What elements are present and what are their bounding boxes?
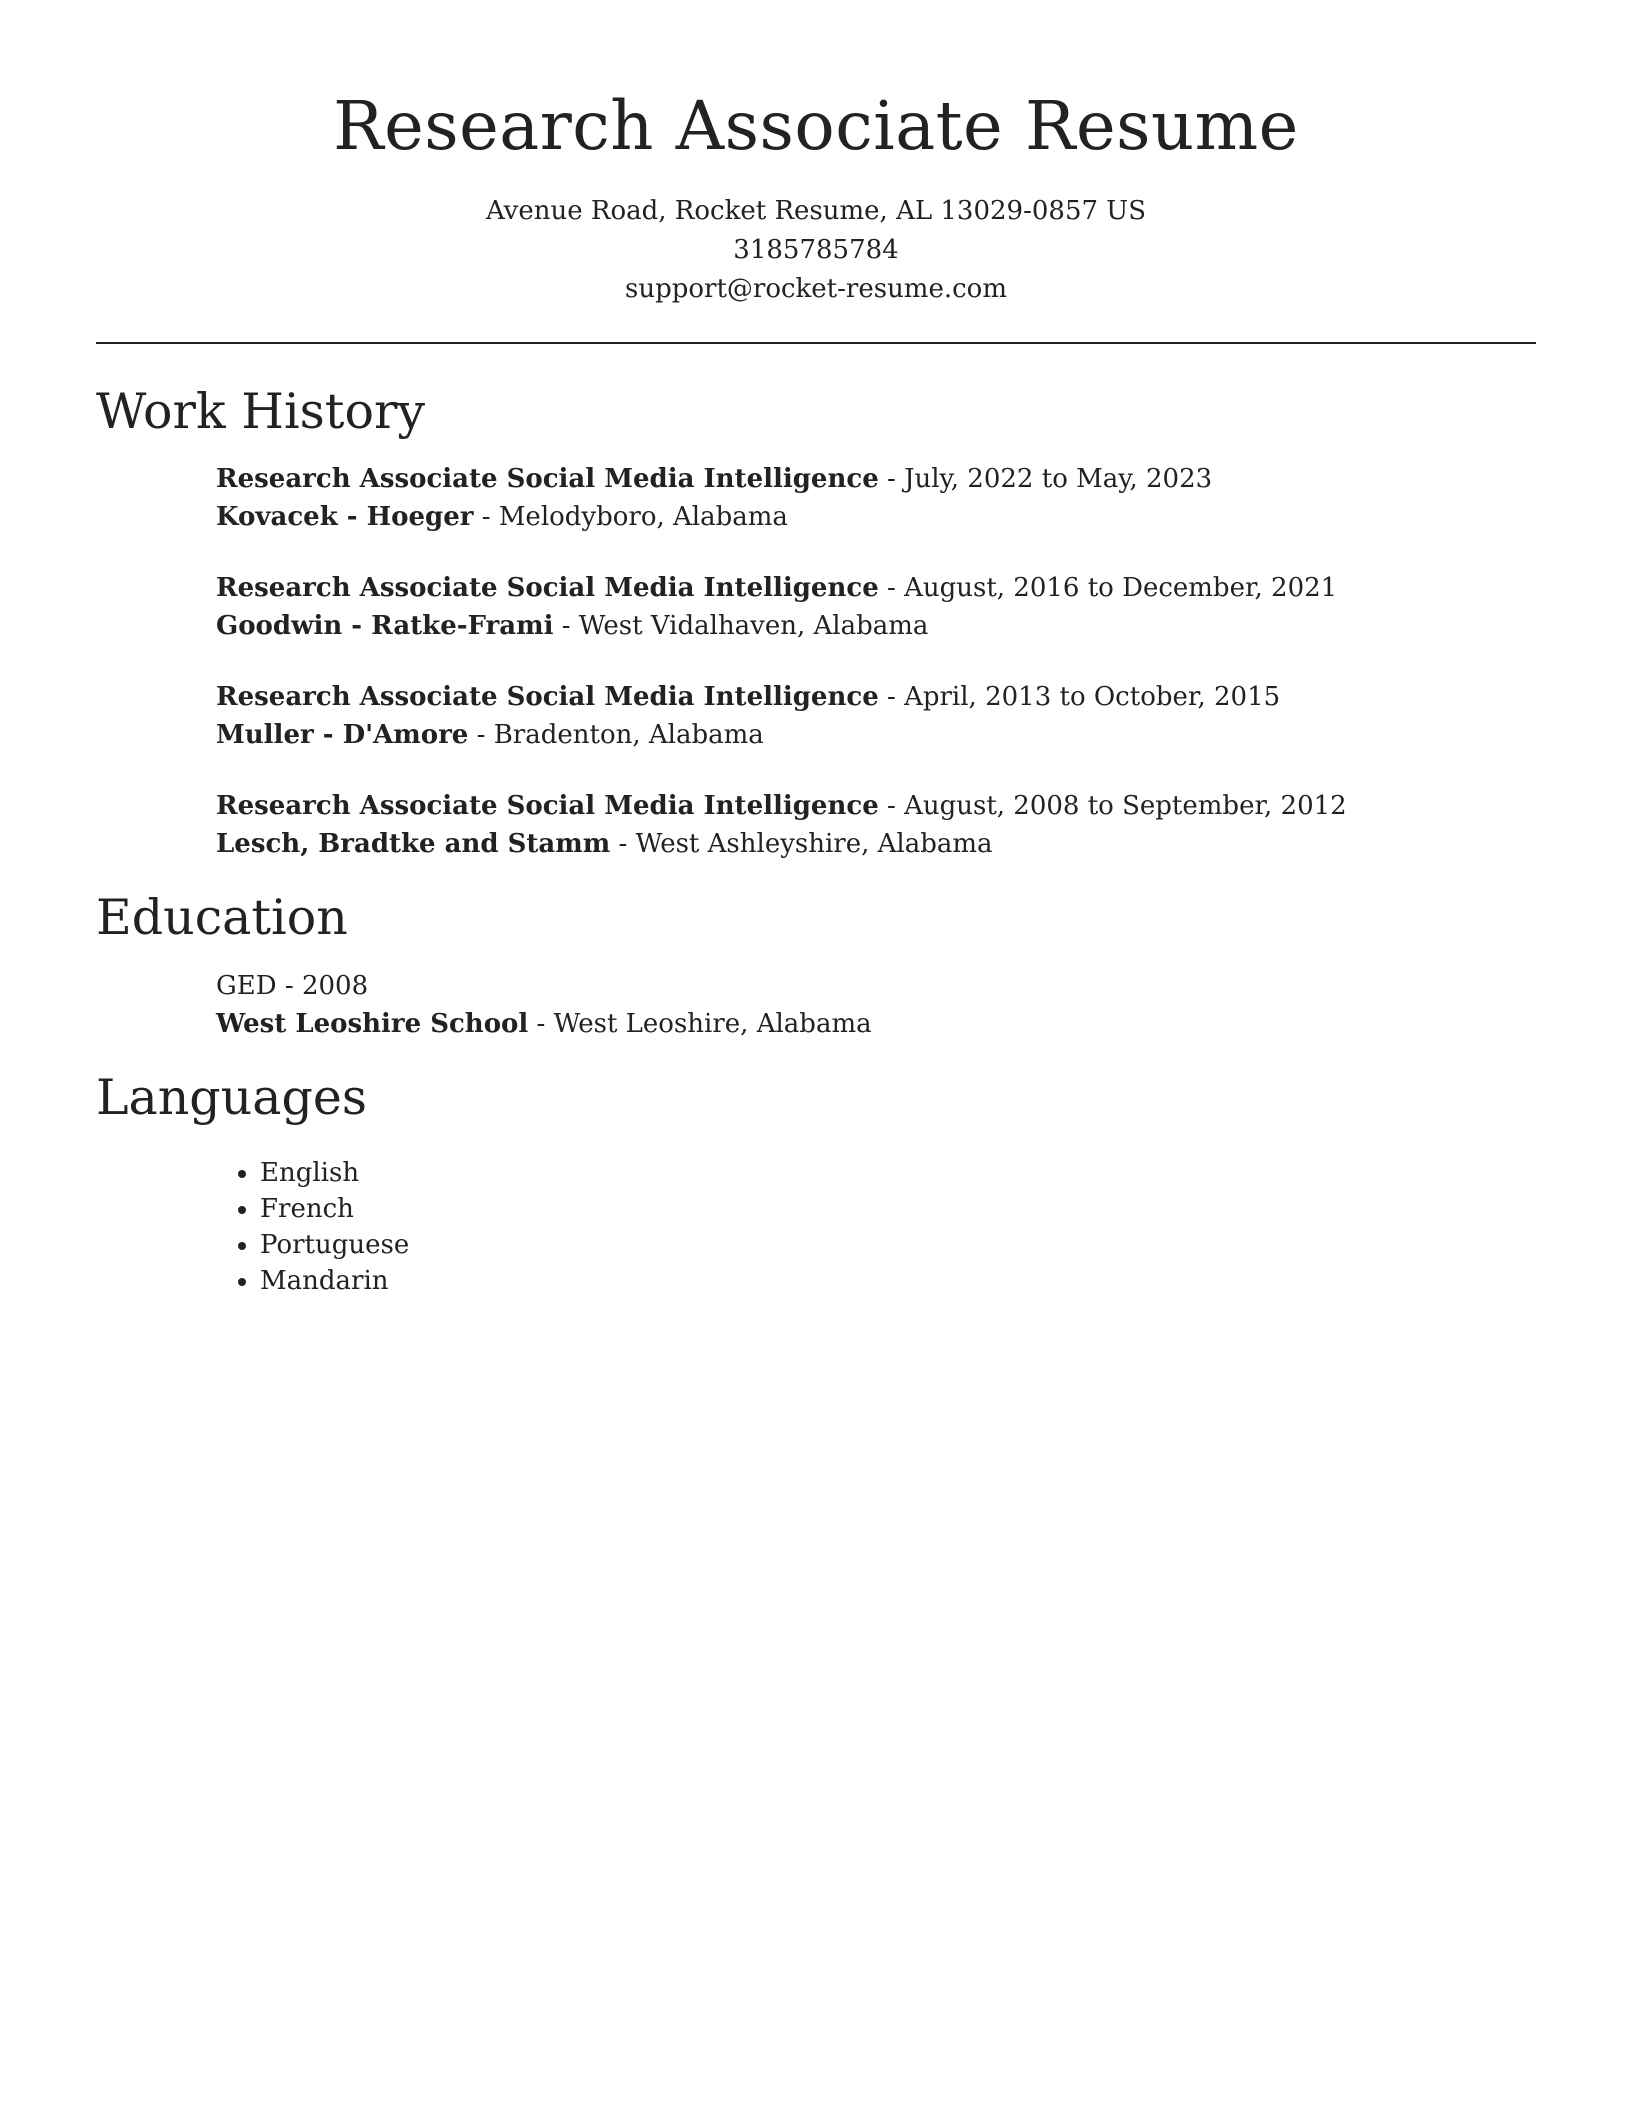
list-item: • English [260, 1155, 409, 1191]
separator: - [878, 464, 905, 494]
education-degree: GED [216, 971, 277, 1001]
education-location: West Leoshire, Alabama [553, 1009, 872, 1039]
separator: - [878, 573, 905, 603]
job-position: Research Associate Social Media Intelligence [216, 791, 879, 821]
separator: - [276, 971, 302, 1001]
contact-phone: 3185785784 [733, 235, 899, 265]
job-company: Goodwin - Ratke-Frami [216, 611, 554, 641]
work-entry-title-line [216, 569, 1337, 607]
education-year: 2008 [301, 971, 369, 1001]
job-position: Research Associate Social Media Intelligence [216, 464, 879, 494]
section-title-languages: Languages [96, 1069, 367, 1126]
separator: - [468, 720, 494, 750]
job-dates: April, 2013 to October, 2015 [904, 682, 1281, 712]
work-entry [216, 787, 1347, 863]
work-entry-title-line [216, 460, 1212, 498]
job-company: Kovacek - Hoeger [216, 502, 474, 532]
work-entry [216, 569, 1337, 645]
separator: - [528, 1009, 554, 1039]
separator: - [473, 502, 499, 532]
job-position: Research Associate Social Media Intelligence [216, 682, 879, 712]
separator: - [553, 611, 579, 641]
work-entry-company-line [216, 716, 1280, 754]
education-degree-line [216, 967, 872, 1005]
separator: - [610, 829, 636, 859]
education-entry [216, 967, 872, 1043]
languages-list [216, 1155, 409, 1299]
work-entry [216, 460, 1212, 536]
work-entry-company-line [216, 498, 1212, 536]
list-item: • Portuguese [260, 1227, 409, 1263]
job-dates: July, 2022 to May, 2023 [904, 464, 1213, 494]
header-divider [96, 342, 1536, 344]
work-entry-company-line [216, 825, 1347, 863]
job-dates: August, 2016 to December, 2021 [904, 573, 1338, 603]
job-location: Bradenton, Alabama [493, 720, 764, 750]
resume-title: Research Associate Resume [333, 87, 1299, 165]
section-title-work-history: Work History [96, 383, 426, 440]
work-entry-title-line [216, 678, 1280, 716]
separator: - [878, 682, 905, 712]
work-entry-company-line [216, 607, 1337, 645]
list-item: • French [260, 1191, 409, 1227]
contact-address: Avenue Road, Rocket Resume, AL 13029-0857 US [485, 196, 1147, 226]
work-entry [216, 678, 1280, 754]
job-company: Lesch, Bradtke and Stamm [216, 829, 611, 859]
education-school: West Leoshire School [216, 1009, 529, 1039]
job-position: Research Associate Social Media Intelligence [216, 573, 879, 603]
contact-email: support@rocket-resume.com [624, 274, 1007, 304]
job-dates: August, 2008 to September, 2012 [904, 791, 1347, 821]
job-company: Muller - D'Amore [216, 720, 469, 750]
job-location: West Ashleyshire, Alabama [635, 829, 993, 859]
job-location: Melodyboro, Alabama [498, 502, 788, 532]
separator: - [878, 791, 905, 821]
contact-block [96, 192, 1536, 309]
education-school-line [216, 1005, 872, 1043]
job-location: West Vidalhaven, Alabama [578, 611, 929, 641]
section-title-education: Education [96, 889, 348, 946]
list-item: • Mandarin [260, 1263, 409, 1299]
resume-header [96, 78, 1536, 309]
work-entry-title-line [216, 787, 1347, 825]
